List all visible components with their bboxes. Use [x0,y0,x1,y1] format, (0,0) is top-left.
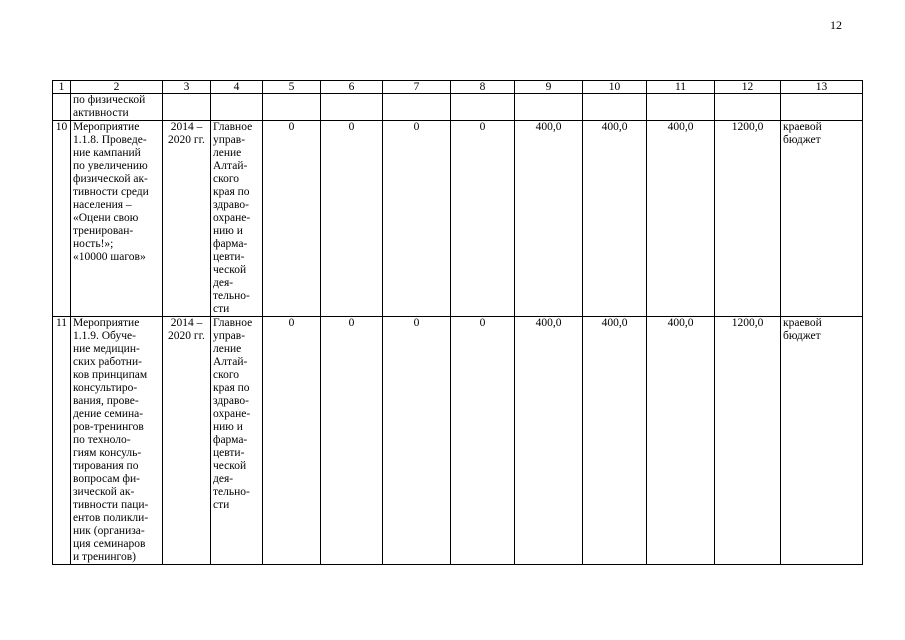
header-cell: 3 [163,81,211,94]
header-cell: 1 [53,81,71,94]
value-cell [321,94,383,121]
value-cell: 0 [383,317,451,565]
header-cell: 8 [451,81,515,94]
value-cell: 0 [451,121,515,317]
header-cell: 7 [383,81,451,94]
value-cell: 400,0 [647,121,715,317]
table-header-row [53,81,863,94]
value-cell [451,94,515,121]
executor-cell: Главное управ- ление Алтай- ского края по здраво- охране- нию и фарма- цевти- ческой дея- тельно- сти [211,121,263,317]
period-cell: 2014 – 2020 гг. [163,121,211,317]
funding-source-cell [781,94,863,121]
value-cell: 400,0 [515,121,583,317]
value-cell: 400,0 [647,317,715,565]
value-cell: 400,0 [583,121,647,317]
row-number-cell: 11 [53,317,71,565]
value-cell: 400,0 [583,317,647,565]
header-cell: 9 [515,81,583,94]
value-cell: 0 [263,317,321,565]
row-number-cell [53,94,71,121]
measure-cell: Мероприятие 1.1.9. Обуче- ние медицин- ских работни- ков принципам консультиро- вания, прове- дение семина- ров-тренингов по техноло- гиям консуль- тирования по вопросам фи- зической ак- тивности паци- ентов поликли- ник (организа- ция семинаров и тренингов) [71,317,163,565]
header-cell: 6 [321,81,383,94]
period-cell: 2014 – 2020 гг. [163,317,211,565]
header-cell: 4 [211,81,263,94]
table-row [53,317,863,565]
table-row [53,121,863,317]
funding-source-cell: краевой бюджет [781,121,863,317]
value-cell: 0 [321,121,383,317]
executor-cell: Главное управ- ление Алтай- ского края по здраво- охране- нию и фарма- цевти- ческой дея- тельно- сти [211,317,263,565]
value-cell: 0 [263,121,321,317]
header-cell: 2 [71,81,163,94]
value-cell: 400,0 [515,317,583,565]
header-cell: 5 [263,81,321,94]
header-cell: 13 [781,81,863,94]
header-cell: 11 [647,81,715,94]
value-cell [263,94,321,121]
value-cell [647,94,715,121]
header-cell: 12 [715,81,781,94]
row-number-cell: 10 [53,121,71,317]
measure-cell: по физической активности [71,94,163,121]
page-number: 12 [830,18,842,32]
value-cell [715,94,781,121]
period-cell [163,94,211,121]
value-cell: 0 [383,121,451,317]
funding-source-cell: краевой бюджет [781,317,863,565]
executor-cell [211,94,263,121]
measure-cell: Мероприятие 1.1.8. Проведе- ние кампаний по увеличению физической ак- тивности среди населения – «Оцени свою тренирован- ность!»; «10000 шагов» [71,121,163,317]
value-cell: 0 [451,317,515,565]
table-row [53,94,863,121]
header-cell: 10 [583,81,647,94]
value-cell [383,94,451,121]
value-cell: 1200,0 [715,121,781,317]
value-cell [583,94,647,121]
value-cell: 0 [321,317,383,565]
value-cell [515,94,583,121]
value-cell: 1200,0 [715,317,781,565]
program-measures-table [52,80,863,565]
